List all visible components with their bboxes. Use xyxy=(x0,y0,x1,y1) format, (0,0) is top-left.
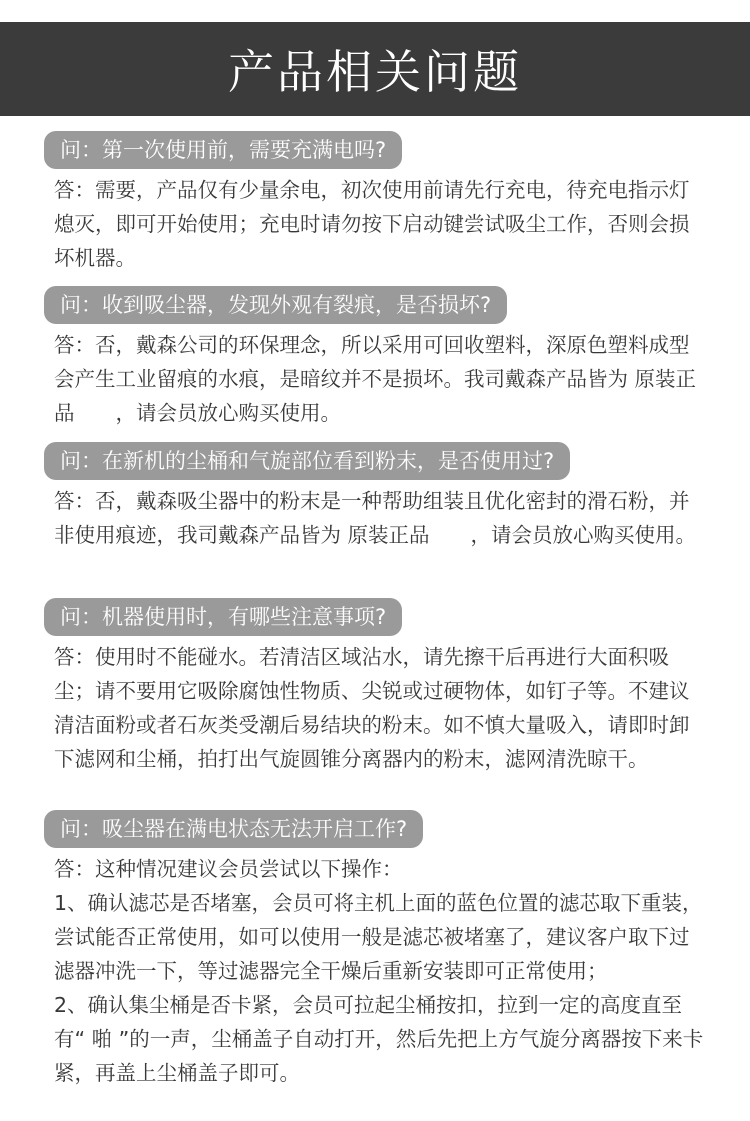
faq-answer: 答：否，戴森吸尘器中的粉末是一种帮助组装且优化密封的滑石粉，并非使用痕迹，我司戴森产品皆为 原装正品 ，请会员放心购买使用。 xyxy=(54,489,697,547)
answer-line: 2、确认集尘桶是否卡紧，会员可拉起尘桶按扣，拉到一定的高度直至有“ 啪 ”的一声，尘桶盖子自动打开，然后先把上方气旋分离器按下来卡紧，再盖上尘桶盖子即可。 xyxy=(54,993,704,1085)
faq-question: 问：第一次使用前，需要充满电吗? xyxy=(44,131,402,169)
faq-answer: 答：使用时不能碰水。若清洁区域沾水，请先擦干后再进行大面积吸尘；请不要用它吸除腐蚀性物质、尖锐或过硬物体，如钉子等。不建议清洁面粉或者石灰类受潮后易结块的粉末。如不慎大量吸入，请即时卸下滤网和尘桶，拍打出气旋圆锥分离器内的粉末，滤网清洗晾干。 xyxy=(54,645,690,771)
faq-item-1 xyxy=(44,131,704,275)
faq-question: 问：吸尘器在满电状态无法开启工作? xyxy=(44,810,423,848)
faq-answer: 答：需要，产品仅有少量余电，初次使用前请先行充电，待充电指示灯熄灭，即可开始使用；充电时请勿按下启动键尝试吸尘工作，否则会损坏机器。 xyxy=(54,178,690,270)
answer-line: 1、确认滤芯是否堵塞，会员可将主机上面的蓝色位置的滤芯取下重装，尝试能否正常使用，如可以使用一般是滤芯被堵塞了，建议客户取下过滤器冲洗一下，等过滤器完全干燥后重新安装即可正常使用； xyxy=(54,891,703,983)
answer-line: 答：这种情况建议会员尝试以下操作： xyxy=(54,857,403,881)
page-title: 产品相关问题 xyxy=(228,45,522,99)
faq-item-5 xyxy=(44,810,704,1090)
faq-question: 问：收到吸尘器，发现外观有裂痕，是否损坏? xyxy=(44,286,507,324)
faq-question: 问：在新机的尘桶和气旋部位看到粉末，是否使用过? xyxy=(44,442,570,480)
faq-question: 问：机器使用时，有哪些注意事项? xyxy=(44,598,402,636)
faq-item-2 xyxy=(44,286,704,430)
page-header xyxy=(0,22,750,116)
faq-item-4 xyxy=(44,598,704,776)
faq-item-3 xyxy=(44,442,704,552)
faq-answer: 答：否，戴森公司的环保理念，所以采用可回收塑料，深原色塑料成型会产生工业留痕的水痕，是暗纹并不是损坏。我司戴森产品皆为 原装正品 ，请会员放心购买使用。 xyxy=(54,333,697,425)
faq-answer xyxy=(44,852,704,1090)
